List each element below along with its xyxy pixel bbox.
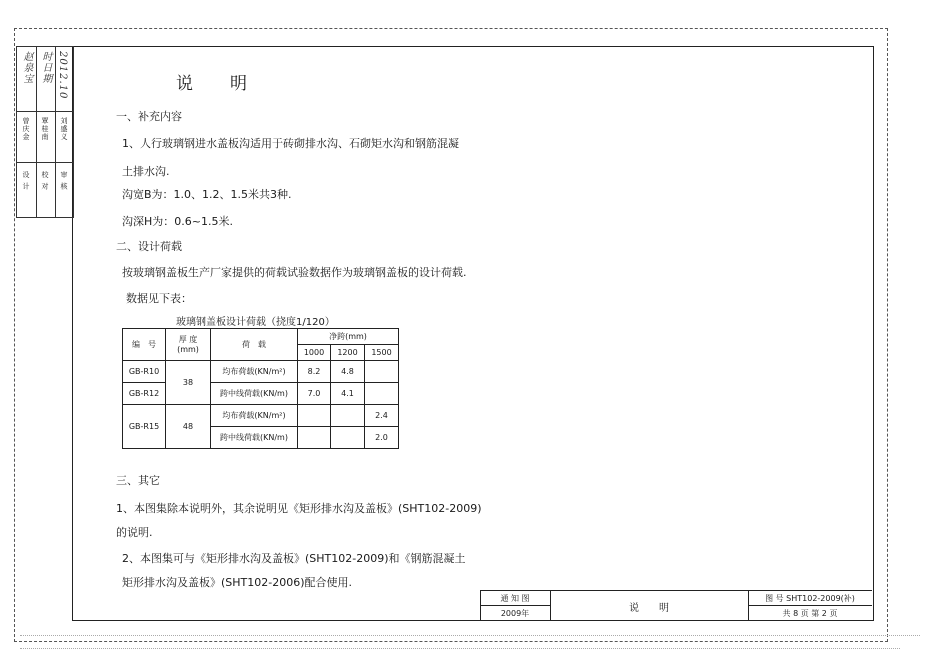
table-header: 荷 载 (211, 329, 298, 361)
row-thickness: 38 (166, 361, 211, 405)
design-load-table (122, 328, 399, 449)
row-load-type: 均布荷载(KN/m²) (211, 405, 298, 427)
paragraph: 2、本图集可与《矩形排水沟及盖板》(SHT102-2009)和《钢筋混凝土 (122, 552, 466, 565)
paragraph: 矩形排水沟及盖板》(SHT102-2006)配合使用. (122, 576, 353, 589)
span-header: 1200 (331, 345, 365, 361)
signer-name: 覃桂南 (41, 117, 49, 141)
section-heading: 一、补充内容 (116, 110, 182, 123)
span-header: 1000 (298, 345, 331, 361)
drawing-name: 说 明 (629, 603, 669, 614)
role-label: 校 对 (41, 171, 49, 191)
row-value: 4.1 (331, 383, 365, 405)
row-value (298, 405, 331, 427)
row-value: 7.0 (298, 383, 331, 405)
span-header: 1500 (365, 345, 399, 361)
table-row (123, 383, 399, 405)
scan-line (20, 648, 900, 649)
signature-sidebar (16, 46, 74, 218)
table-header: 编 号 (123, 329, 166, 361)
row-load-type: 跨中线荷载(KN/m) (211, 383, 298, 405)
table-title: 玻璃钢盖板设计荷载（挠度1/120） (176, 317, 335, 328)
handwritten-date: 时日期 (40, 51, 51, 84)
table-header: 厚 度 (mm) (166, 329, 211, 361)
table-row (123, 361, 399, 383)
paragraph: 土排水沟. (122, 165, 170, 178)
row-code: GB-R15 (123, 405, 166, 449)
paragraph: 数据见下表： (126, 292, 192, 305)
year-label: 2009年 (500, 609, 530, 618)
paragraph: 1、人行玻璃钢进水盖板沟适用于砖砌排水沟、石砌矩水沟和钢筋混凝 (122, 137, 459, 150)
scan-line (20, 635, 920, 636)
row-value (365, 361, 399, 383)
row-code: GB-R12 (123, 383, 166, 405)
handwritten-date: 2012.10 (57, 51, 68, 100)
role-label: 审 核 (60, 171, 68, 191)
drawing-number: 图 号 SHT102-2009(补) (765, 594, 855, 603)
row-value (331, 405, 365, 427)
role-label: 设 计 (22, 171, 30, 191)
paragraph: 1、本图集除本说明外，其余说明见《矩形排水沟及盖板》(SHT102-2009) (116, 502, 482, 515)
row-code: GB-R10 (123, 361, 166, 383)
row-value (365, 383, 399, 405)
handwritten-signature: 赵泉宝 (21, 51, 32, 84)
row-value: 2.4 (365, 405, 399, 427)
width-spec: 沟宽B为：1.0、1.2、1.5米共3种. (122, 188, 292, 201)
row-value (331, 427, 365, 449)
row-load-type: 均布荷载(KN/m²) (211, 361, 298, 383)
section-heading: 二、设计荷载 (116, 240, 182, 253)
page-count: 共 8 页 第 2 页 (782, 609, 838, 618)
signer-name: 刘盛义 (60, 117, 68, 141)
title-block (480, 590, 872, 620)
section-heading: 三、其它 (116, 474, 160, 487)
row-value: 2.0 (365, 427, 399, 449)
paragraph: 的说明. (116, 526, 153, 539)
table-header: 净跨(mm) (298, 329, 399, 345)
depth-spec: 沟深H为：0.6~1.5米. (122, 215, 233, 228)
row-value: 8.2 (298, 361, 331, 383)
row-value: 4.8 (331, 361, 365, 383)
page-title: 说 明 (176, 74, 248, 94)
signer-name: 曾庆金 (22, 117, 30, 141)
approval-label: 通 知 图 (500, 594, 530, 603)
row-thickness: 48 (166, 405, 211, 449)
row-value (298, 427, 331, 449)
row-load-type: 跨中线荷载(KN/m) (211, 427, 298, 449)
paragraph: 按玻璃钢盖板生产厂家提供的荷载试验数据作为玻璃钢盖板的设计荷载. (122, 266, 467, 279)
table-row (123, 405, 399, 427)
